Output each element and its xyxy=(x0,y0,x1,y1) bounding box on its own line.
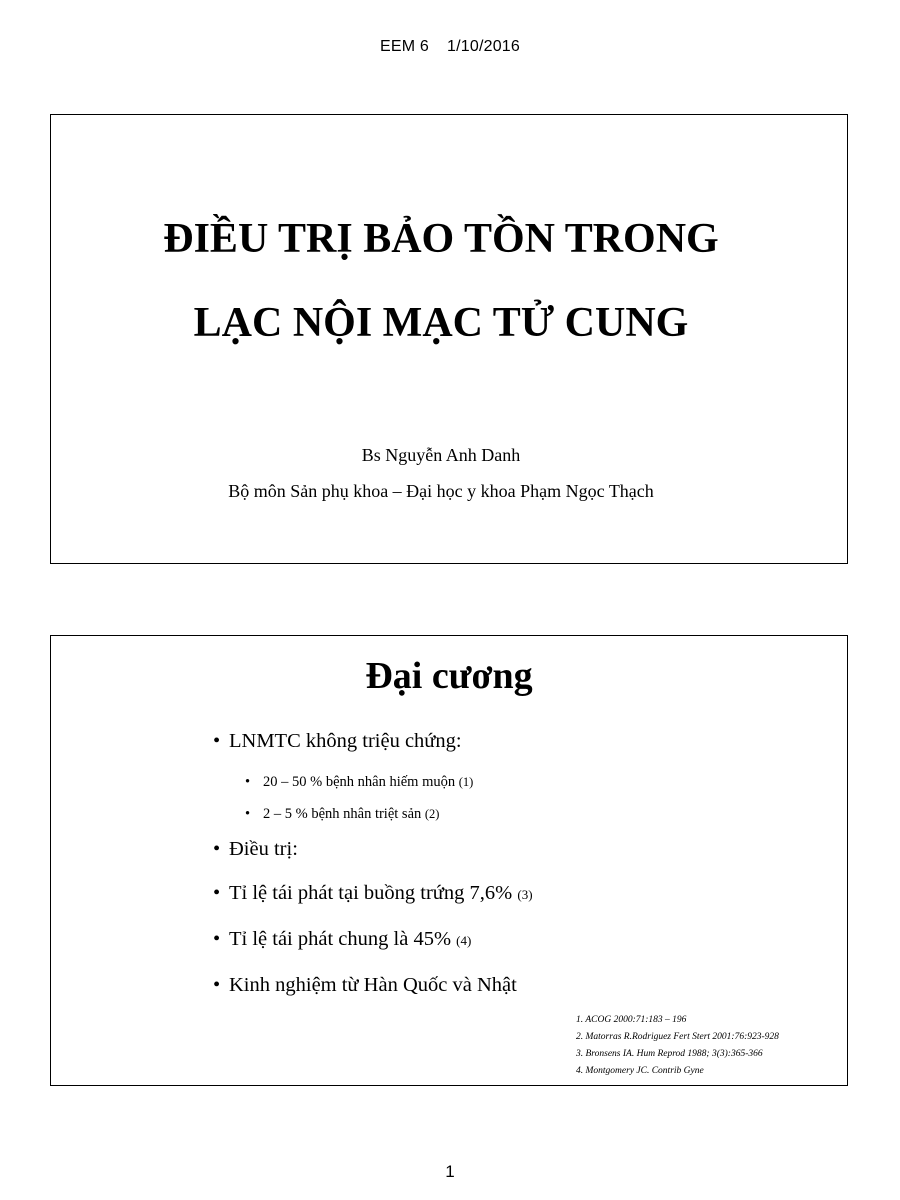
bullet-list xyxy=(213,728,533,1016)
bullet-text: Kinh nghiệm từ Hàn Quốc và Nhật xyxy=(229,974,517,996)
overview-slide xyxy=(50,635,848,1086)
author-block xyxy=(51,437,831,509)
header-code: EEM 6 xyxy=(380,38,430,55)
citation-ref: (2) xyxy=(424,807,440,821)
reference-item: 4. Montgomery JC. Contrib Gyne xyxy=(576,1066,704,1076)
sub-bullet-text: 2 – 5 % bệnh nhân triệt sản xyxy=(263,806,422,822)
reference-item: 1. ACOG 2000:71:183 – 196 xyxy=(576,1015,687,1025)
sub-bullet-sterilized xyxy=(213,804,533,824)
slide-heading: Đại cương xyxy=(365,655,533,697)
bullet-text: Điều trị: xyxy=(229,838,298,860)
slide-title xyxy=(51,197,831,365)
reference-item: 3. Bronsens IA. Hum Reprod 1988; 3(3):365-366 xyxy=(576,1049,763,1059)
header-date: 1/10/2016 xyxy=(447,38,520,55)
reference-item: 2. Matorras R.Rodriguez Fert Stert 2001:76:923-928 xyxy=(576,1032,779,1042)
author-name: Bs Nguyễn Anh Danh xyxy=(361,445,521,465)
title-line-1: ĐIỀU TRỊ BẢO TỒN TRONG xyxy=(163,216,719,262)
bullet-experience xyxy=(213,972,533,998)
author-affiliation: Bộ môn Sản phụ khoa – Đại học y khoa Phạm Ngọc Thạch xyxy=(228,481,654,501)
bullet-text: Tỉ lệ tái phát chung là 45% xyxy=(229,928,452,950)
citation-ref: (1) xyxy=(458,775,474,789)
bullet-text: Tỉ lệ tái phát tại buồng trứng 7,6% xyxy=(229,882,513,904)
page-header xyxy=(0,38,900,56)
bullet-treatment xyxy=(213,836,533,862)
bullet-ovarian-recurrence xyxy=(213,880,533,908)
sub-bullet-infertile xyxy=(213,772,533,792)
bullet-overall-recurrence xyxy=(213,926,533,954)
bullet-text: LNMTC không triệu chứng: xyxy=(229,730,462,752)
references-list xyxy=(576,1012,779,1080)
title-line-2: LẠC NỘI MẠC TỬ CUNG xyxy=(193,300,689,346)
bullet-asymptomatic xyxy=(213,728,533,754)
title-slide xyxy=(50,114,848,564)
citation-ref: (4) xyxy=(456,933,472,948)
sub-bullet-text: 20 – 50 % bệnh nhân hiếm muộn xyxy=(263,774,456,790)
page-number: 1 xyxy=(445,1162,455,1181)
citation-ref: (3) xyxy=(517,887,533,902)
